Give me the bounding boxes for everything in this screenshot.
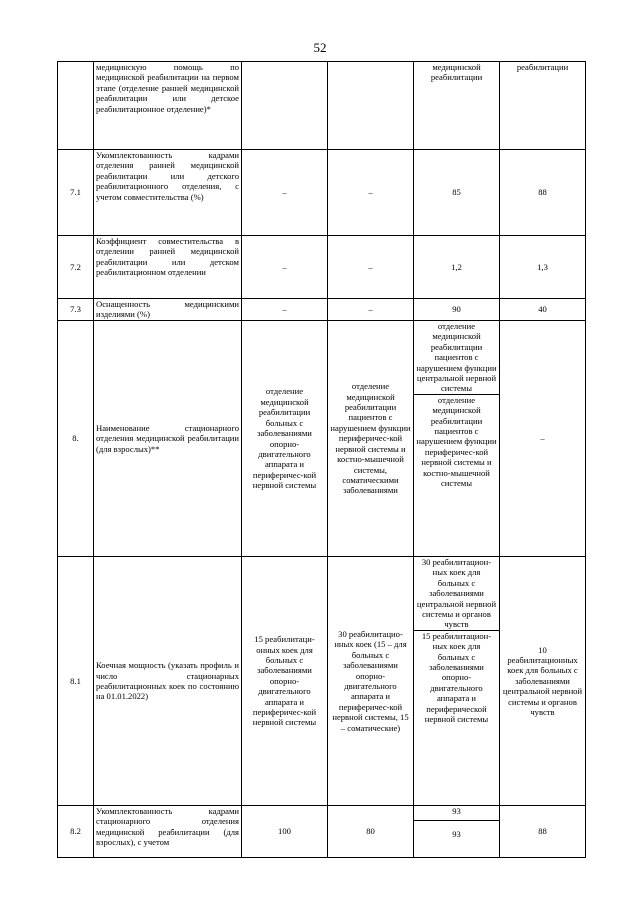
indicator-name: медицинскую помощь по медицинской реабилитации на первом этапе (отделение ранней медицинской реабилитации или детское реабилитационное отделение)* [94,62,242,150]
table-row [58,806,586,858]
value-subcell: 93 [452,829,461,839]
row-number: 7.2 [58,236,94,299]
value-cell-split [414,321,500,557]
indicator-name: Оснащенность медицинскими изделиями (%) [94,299,242,321]
value-subcell: 93 [414,806,499,821]
value-cell: 88 [500,806,586,858]
table-row [58,62,586,150]
value-cell: 80 [328,806,414,858]
value-subcell: отделение медицинской реабилитации пациентов с нарушением функции периферичес-кой нервной системы и костно-мышечной системы [416,394,497,489]
indicator-name: Укомплектованность кадрами стационарного отделения медицинской реабилитации (для взрослых), с учетом [94,806,242,858]
value-cell: отделение медицинской реабилитации пациентов с нарушением функции периферичес-кой нервной системы и костно-мышечной системы, соматическими заболеваниями [328,321,414,557]
table-row [58,299,586,321]
table-row [58,150,586,236]
row-number: 8.1 [58,557,94,806]
value-cell-split [414,806,500,858]
value-cell: реабилитации [500,62,586,150]
value-subcell: 30 реабилитацион-ных коек для больных с заболеваниями центральной нервной системы и органов чувств [414,557,499,631]
value-subcell: отделение медицинской реабилитации пациентов с нарушением функции центральной нервной системы [414,321,499,395]
value-cell: – [328,236,414,299]
row-number [58,62,94,150]
value-cell: – [328,299,414,321]
value-cell: 88 [500,150,586,236]
indicator-name: Коечная мощность (указать профиль и число стационарных реабилитационных коек по состоянию на 01.01.2022) [94,557,242,806]
value-cell [242,62,328,150]
value-subcell: 15 реабилитацион-ных коек для больных с заболеваниями опорно-двигательного аппарата и периферической нервной системы [421,630,492,725]
value-cell: отделение медицинской реабилитации больных с заболеваниями опорно-двигательного аппарата и периферичес-кой нервной системы [242,321,328,557]
page-number: 52 [313,40,327,55]
indicator-name: Укомплектованность кадрами отделения ранней медицинской реабилитации или детского реабилитационного отделения, с учетом совместительства (%) [94,150,242,236]
value-cell: – [242,236,328,299]
value-cell: 85 [414,150,500,236]
value-cell: 1,3 [500,236,586,299]
indicator-name: Наименование стационарного отделения медицинской реабилитации (для взрослых)** [94,321,242,557]
value-cell-split [414,557,500,806]
row-number: 8.2 [58,806,94,858]
value-cell [328,62,414,150]
value-cell: 1,2 [414,236,500,299]
value-cell: 10 реабилитационных коек для больных с заболеваниями центральной нервной системы и органов чувств [500,557,586,806]
value-cell: 40 [500,299,586,321]
table-row [58,321,586,557]
table-row [58,236,586,299]
value-cell: – [242,150,328,236]
row-number: 8. [58,321,94,557]
value-cell: – [328,150,414,236]
table-row [58,557,586,806]
indicator-name: Коэффициент совместительства в отделении ранней медицинской реабилитации или детском реабилитационном отделении [94,236,242,299]
value-cell: 30 реабилитацио-нных коек (15 – для больных с заболеваниями опорно-двигательного аппарата и периферичес-кой нервной системы, 15 – соматические) [328,557,414,806]
value-cell: 90 [414,299,500,321]
value-cell: – [500,321,586,557]
value-cell: 100 [242,806,328,858]
value-cell: медицинской реабилитации [414,62,500,150]
value-cell: 15 реабилитаци-онных коек для больных с заболеваниями опорно-двигательного аппарата и периферичес-кой нервной системы [242,557,328,806]
indicators-table [57,61,586,858]
value-cell: – [242,299,328,321]
row-number: 7.3 [58,299,94,321]
row-number: 7.1 [58,150,94,236]
